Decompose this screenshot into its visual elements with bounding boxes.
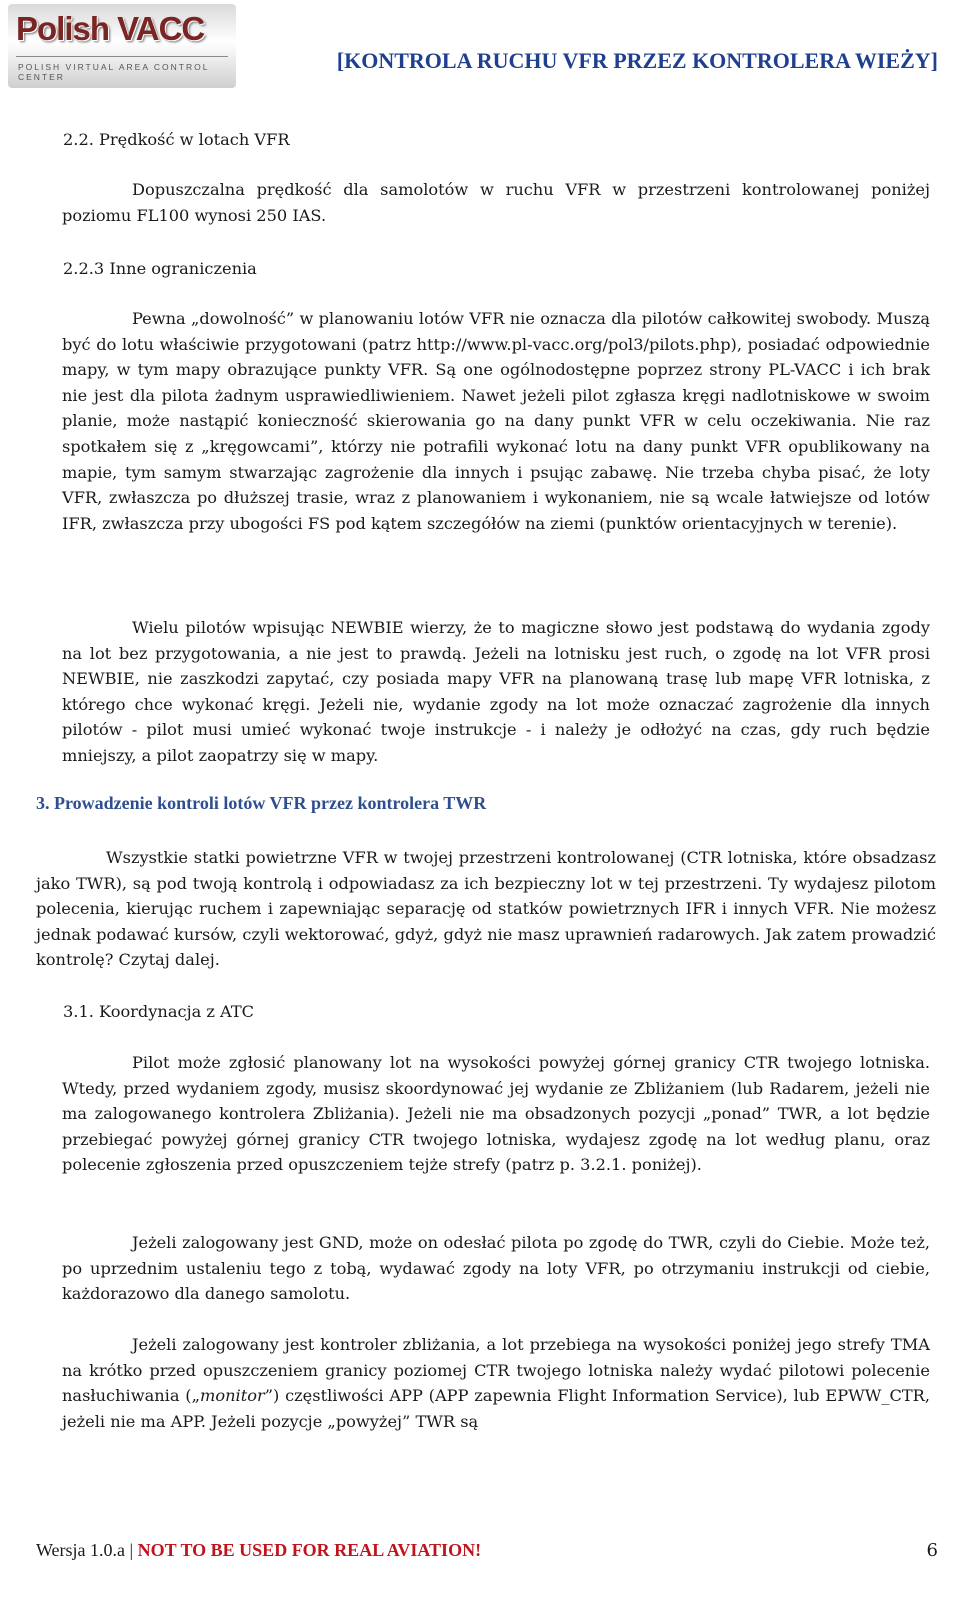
- document-header-title: [KONTROLA RUCHU VFR PRZEZ KONTROLERA WIEŻY]: [336, 48, 938, 73]
- polish-vacc-logo: [8, 4, 236, 88]
- paragraph-speed: Dopuszczalna prędkość dla samolotów w ruchu VFR w przestrzeni kontrolowanej poniżej poziomu FL100 wynosi 250 IAS.: [62, 180, 930, 225]
- page-footer: [36, 1540, 936, 1561]
- section-heading-2-2: 2.2. Prędkość w lotach VFR: [63, 130, 290, 149]
- paragraph-coordination: Pilot może zgłosić planowany lot na wysokości powyżej górnej granicy CTR twojego lotniska. Wtedy, przed wydaniem zgody, musisz skoordynować jej wydanie ze Zbliżaniem (lub Radarem, jeżeli nie ma zalogowanego kontrolera Zbliżania). Jeżeli nie ma obsadzonych pozycji „ponad” TWR, a lot będzie przebiegać powyżej górnej granicy CTR twojego lotniska, wydajesz zgodę na lot według planu, oraz polecenie zgłoszenia przed opuszczeniem tejże strefy (patrz p. 3.2.1. poniżej).: [62, 1053, 930, 1175]
- section-heading-2-2-3: 2.2.3 Inne ograniczenia: [63, 259, 257, 278]
- paragraph-gnd: Jeżeli zalogowany jest GND, może on odesłać pilota po zgodę do TWR, czyli do Ciebie. Może też, po uprzednim ustaleniu tego z tobą, wydawać zgody na loty VFR, po otrzymaniu instrukcji od ciebie, każdorazowo dla danego samolotu.: [62, 1233, 930, 1304]
- footer-separator: |: [129, 1540, 134, 1560]
- page-number: 6: [926, 1540, 938, 1561]
- paragraph-app-part-2: ”) częstliwości APP (APP zapewnia Flight Information Service), lub EPWW_CTR, jeżeli nie ma APP. Jeżeli pozycje „powyżej” TWR są: [62, 1386, 930, 1431]
- footer-warning: NOT TO BE USED FOR REAL AVIATION!: [137, 1540, 482, 1560]
- paragraph-ctr-control: Wszystkie statki powietrzne VFR w twojej przestrzeni kontrolowanej (CTR lotniska, które obsadzasz jako TWR), są pod twoją kontrolą i odpowiadasz za ich bezpieczny lot w tej przestrzeni. Ty wydajesz pilotom polecenia, kierując ruchem i zapewniając separację od statków powietrznych IFR i innych VFR. Nie możesz jednak podawać kursów, czyli wektorować, gdyż, gdyż nie masz uprawnień radarowych. Jak zatem prowadzić kontrolę? Czytaj dalej.: [36, 848, 936, 970]
- logo-subtitle: POLISH VIRTUAL AREA CONTROL CENTER: [18, 62, 210, 82]
- paragraph-newbie: Wielu pilotów wpisując NEWBIE wierzy, że to magiczne słowo jest podstawą do wydania zgody na lot bez przygotowania, a nie jest to prawdą. Jeżeli na lotnisku jest ruch, o zgodę na lot VFR prosi NEWBIE, nie zaszkodzi zapytać, czy posiada mapy VFR na planowaną trasę lub mapę VFR lotniska, z którego chce wykonać kręgi. Jeżeli nie, wydanie zgody na lot może oznaczać zagrożenie dla innych pilotów - pilot musi umieć wykonać twoje instrukcje - i należy je odłożyć na czas, gdy ruch będzie mniejszy, a pilot zaopatrzy się w mapy.: [62, 618, 930, 765]
- section-heading-3-1: 3.1. Koordynacja z ATC: [63, 1002, 255, 1021]
- paragraph-app-part-1: Jeżeli zalogowany jest kontroler zbliżania, a lot przebiega na wysokości poniżej jego strefy TMA na krótko przed opuszczeniem granicy poziomej CTR twojego lotniska należy wydać pilotowi polecenie nasłuchiwania („: [62, 1335, 930, 1406]
- footer-version: Wersja 1.0.a: [36, 1540, 126, 1560]
- paragraph-other-restrictions: Pewna „dowolność” w planowaniu lotów VFR nie oznacza dla pilotów całkowitej swobody. Muszą być do lotu właściwie przygotowani (patrz http://www.pl-vacc.org/pol3/pilots.php), posiadać odpowiednie mapy, w tym mapy obrazujące punkty VFR. Są one ogólnodostępne poprzez strony PL-VACC i ich brak nie jest dla pilota żadnym usprawiedliwieniem. Nawet jeżeli pilot zgłasza kręgi nadlotniskowe w swoim planie, może nastąpić konieczność skierowania go na dany punkt VFR w celu oczekiwania. Nie raz spotkałem się z „kręgowcami”, którzy nie potrafili wykonać lotu na dany punkt VFR opublikowany na mapie, tym samym stwarzając zagrożenie dla innych i psując zabawę. Nie trzeba chyba pisać, że loty VFR, zwłaszcza po dłuższej trasie, wraz z planowaniem i wykonaniem, nie są wcale łatwiejsze od lotów IFR, zwłaszcza przy ubogości FS pod kątem szczegółów na ziemi (punktów orientacyjnych w terenie).: [62, 309, 930, 533]
- logo-divider: [16, 56, 228, 57]
- paragraph-app: [62, 1332, 930, 1434]
- paragraph-app-emphasis: monitor: [200, 1386, 265, 1406]
- logo-text: Polish VACC: [16, 10, 205, 47]
- section-heading-3: 3. Prowadzenie kontroli lotów VFR przez kontrolera TWR: [36, 793, 487, 813]
